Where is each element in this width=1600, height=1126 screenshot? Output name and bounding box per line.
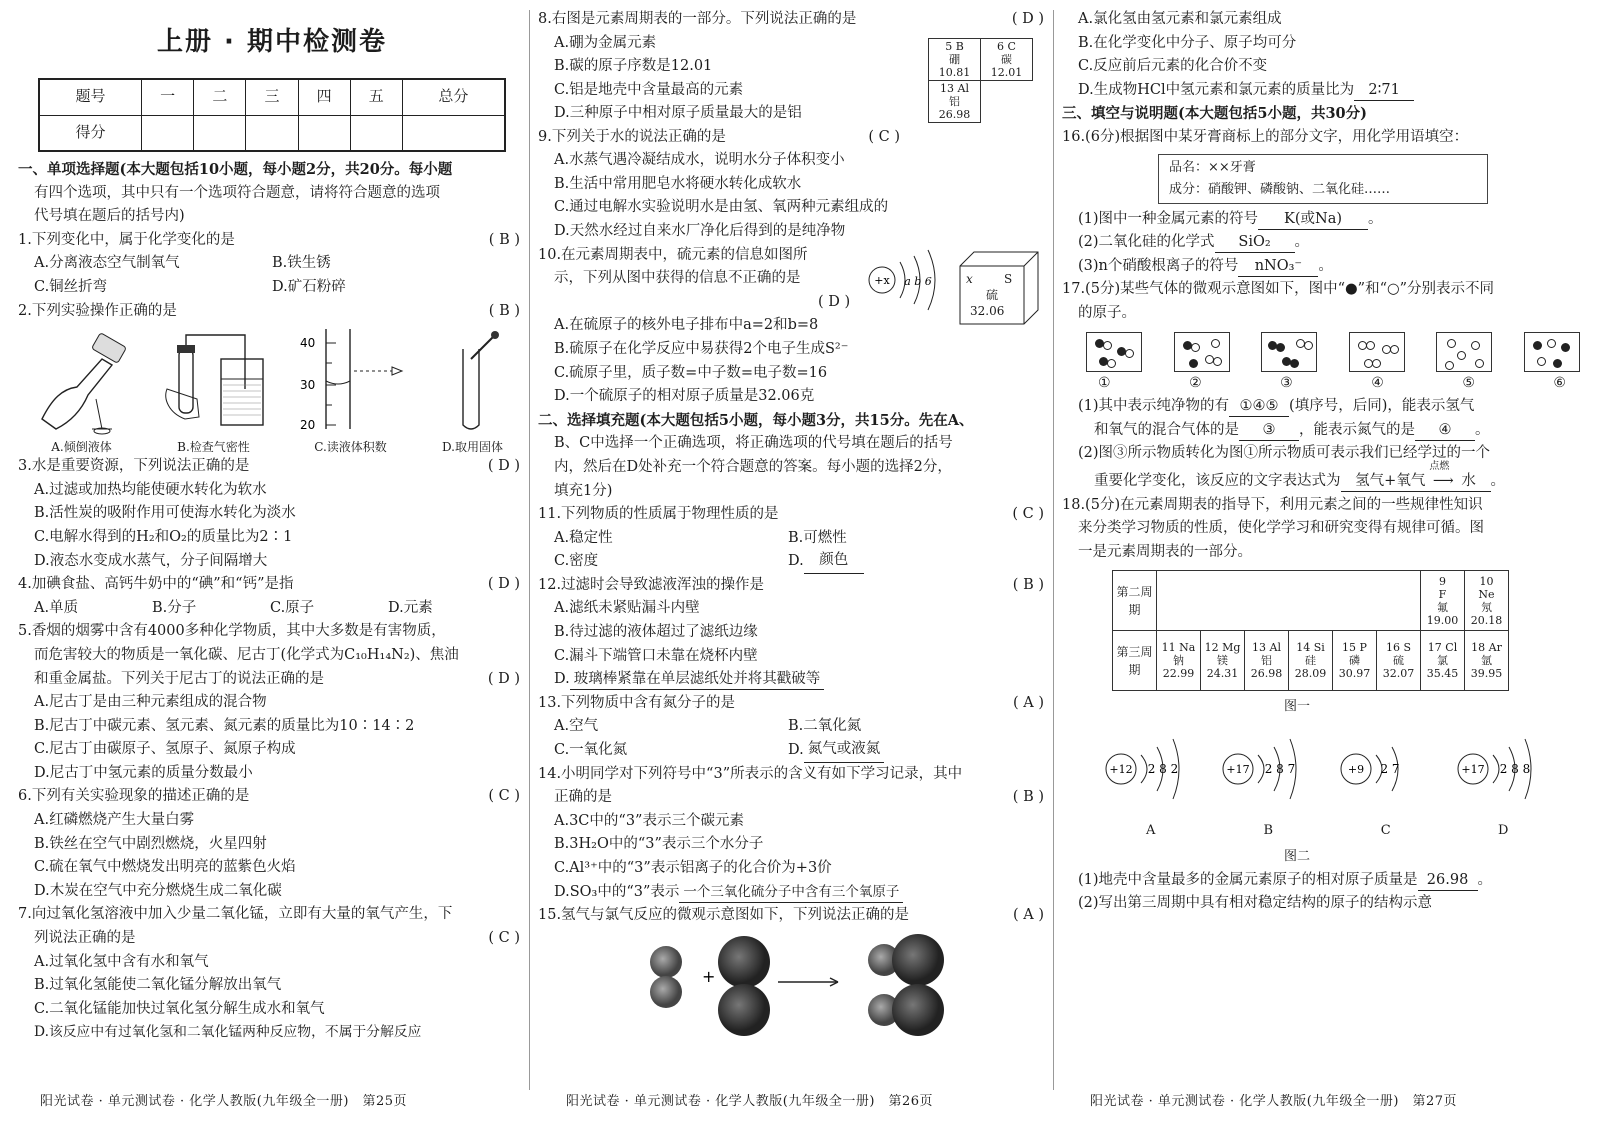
- question-text: 12.过滤时会导致滤液浑浊的操作是: [538, 576, 765, 593]
- test-tube-icon: [433, 329, 513, 435]
- option: C.铝是地壳中含量最高的元素: [554, 81, 744, 98]
- option: C.硫在氧气中燃烧发出明亮的蓝紫色火焰: [34, 859, 296, 876]
- answer: ( B ): [1012, 576, 1044, 593]
- box-label: ②: [1189, 374, 1202, 391]
- periodic-table-fragment: [928, 38, 1033, 123]
- fill-answer: ①④⑤: [1229, 396, 1289, 417]
- cell-mass: 32.06: [970, 303, 1005, 318]
- figure-caption: C.读液体积数: [314, 440, 387, 455]
- molecule-box-3: [1261, 332, 1317, 372]
- figure-read-volume: [296, 329, 406, 455]
- cell-number: x: [966, 271, 973, 286]
- figure-caption: B.检查气密性: [177, 440, 250, 455]
- molecule-labels: [1062, 372, 1588, 396]
- tick-40: 40: [299, 336, 315, 351]
- option: B.在化学变化中分子、原子均可分: [1078, 34, 1297, 51]
- option: D.液态水变成水蒸气，分子间隔增大: [34, 552, 268, 569]
- option: B.活性炭的吸附作用可使海水转化为淡水: [34, 505, 296, 522]
- score-header-cell: 总分: [402, 79, 505, 115]
- question-18: 18.(5分)在元素周期表的指导下，利用元素之间的一些规律性知识: [1062, 496, 1483, 513]
- element-cell: 9 F 氟 19.00: [1421, 571, 1465, 631]
- question-4: [18, 573, 526, 597]
- question-text: 和氧气的混合气体的是: [1094, 421, 1239, 438]
- question-8-body: [538, 32, 1050, 126]
- question-text: 和重金属盐。下列关于尼古丁的说法正确的是: [34, 670, 324, 687]
- reaction-diagram: [538, 928, 1048, 1038]
- option: D.: [788, 742, 804, 759]
- option: C.一氧化氮: [554, 742, 628, 759]
- option: B.3H₂O中的“3”表示三个水分子: [554, 836, 764, 853]
- question-12: [538, 574, 1050, 598]
- section-3-heading: 三、填空与说明题(本大题包括5小题，共30分): [1062, 105, 1367, 123]
- question-text: 11.下列物质的性质属于物理性质的是: [538, 506, 779, 523]
- options-row: [538, 715, 1050, 739]
- fill-answer: 颜色: [804, 550, 864, 574]
- footer-page-25: 阳光试卷 · 单元测试卷 · 化学人教版(九年级全一册) 第25页: [40, 1094, 407, 1109]
- answer: ( A ): [1012, 694, 1044, 711]
- option: B.铁生锈: [272, 255, 331, 272]
- pour-liquid-icon: [32, 329, 132, 435]
- answer: ( D ): [487, 670, 520, 687]
- option: B.生活中常用肥皂水将硬水转化成软水: [554, 175, 802, 192]
- option: D.元素: [388, 599, 433, 616]
- question-14: 14.小明同学对下列符号中“3”所表示的含义有如下学习记录，其中: [538, 765, 963, 782]
- question-5-end: [18, 668, 526, 692]
- fill-answer: 26.98: [1418, 870, 1478, 891]
- condition-label: 点燃: [1429, 460, 1450, 472]
- section-2-note: 填充1分): [554, 482, 613, 499]
- answer: ( D ): [818, 293, 851, 310]
- question-1: [18, 229, 526, 253]
- atom-diagram-c: [1338, 727, 1434, 843]
- option: C.原子: [270, 599, 315, 616]
- atom-diagrams: [1092, 727, 1562, 843]
- question-text: (2)图③所示物质转化为图①所示物质可表示我们已经学过的一个: [1078, 445, 1491, 462]
- nucleus-label: +17: [1226, 762, 1250, 776]
- h-atom-icon: [650, 946, 682, 978]
- section-1-note: 有四个选项，其中只有一个选项符合题意，请将符合题意的选项: [34, 184, 440, 201]
- question-text: 8.右图是元素周期表的一部分。下列说法正确的是: [538, 11, 857, 27]
- question-text: (3)n个硝酸根离子的符号: [1078, 257, 1239, 274]
- option: C.电解水得到的H₂和O₂的质量比为2∶1: [34, 528, 293, 545]
- option: A.3C中的“3”表示三个碳元素: [554, 812, 744, 829]
- footer-page-26: 阳光试卷 · 单元测试卷 · 化学人教版(九年级全一册) 第26页: [566, 1094, 933, 1109]
- question-6: [18, 785, 526, 809]
- question-text: 来分类学习物质的性质，使化学学习和研究变得有规律可循。图: [1078, 520, 1484, 537]
- footer-page-27: 阳光试卷 · 单元测试卷 · 化学人教版(九年级全一册) 第27页: [1090, 1094, 1457, 1109]
- option: C.硫原子里，质子数=中子数=电子数=16: [554, 364, 828, 381]
- options-row: [18, 597, 526, 621]
- box-label: ⑥: [1553, 374, 1566, 391]
- sulfur-element-cell: [958, 250, 1040, 326]
- options-row: [538, 739, 1050, 763]
- box-label: ①: [1098, 374, 1111, 391]
- answer: ( A ): [1012, 907, 1044, 924]
- option: D.该反应中有过氧化氢和二氧化锰两种反应物，不属于分解反应: [34, 1024, 422, 1041]
- question-7-end: [18, 927, 526, 951]
- score-table: [38, 78, 506, 152]
- question-10: [538, 244, 1050, 318]
- answer: ( B ): [1012, 789, 1044, 806]
- option: B.分子: [152, 599, 197, 616]
- section-1-heading: 一、单项选择题(本大题包括10小题，每小题2分，共20分。每小题: [18, 161, 453, 178]
- element-cell: 11 Na 钠 22.99: [1157, 631, 1201, 691]
- fill-answer: nNO₃⁻: [1238, 256, 1318, 277]
- option: A.硼为金属元素: [554, 34, 657, 51]
- option: B.铁丝在空气中剧烈燃烧，火星四射: [34, 835, 267, 852]
- question-text: (1)图中一种金属元素的符号: [1078, 210, 1259, 227]
- options-row: [538, 527, 1050, 551]
- question-5: 5.香烟的烟雾中含有4000多种化学物质，其中大多数是有害物质，: [18, 623, 446, 640]
- option: A.滤纸未紧贴漏斗内壁: [554, 600, 700, 617]
- option: D.三种原子中相对原子质量最大的是铝: [554, 105, 802, 122]
- option: B.硫原子在化学反应中易获得2个电子生成S²⁻: [554, 340, 849, 357]
- option: C.Al³⁺中的“3”表示铝离子的化合价为+3价: [554, 860, 832, 876]
- fill-answer: 氢气+氧气: [1355, 472, 1426, 489]
- score-cell: [142, 115, 194, 151]
- question-text: 示，下列从图中获得的信息不正确的是: [554, 270, 801, 287]
- answer: ( B ): [488, 231, 520, 248]
- option: B.可燃性: [788, 529, 847, 546]
- molecule-box-6: [1524, 332, 1580, 372]
- page-title: 上册 · 期中检测卷: [157, 27, 387, 57]
- option: A.稳定性: [554, 529, 613, 546]
- tick-20: 20: [299, 418, 315, 433]
- score-header-cell: 四: [298, 79, 350, 115]
- options-row: [538, 550, 1050, 574]
- score-row-label: 得分: [39, 115, 142, 151]
- question-text: 一是元素周期表的一部分。: [1078, 543, 1252, 560]
- molecule-box-4: [1349, 332, 1405, 372]
- option: B.过氧化氢能使二氧化锰分解放出氧气: [34, 977, 282, 994]
- lab-figures: [18, 327, 526, 455]
- element-cell: 13 Al 铝 26.98: [1245, 631, 1289, 691]
- figure-pour-liquid: [32, 329, 132, 455]
- option: C.二氧化锰能加快过氧化氢分解生成水和氧气: [34, 1000, 325, 1017]
- option: D.尼古丁中氢元素的质量分数最小: [34, 764, 253, 781]
- element-cell-al: 13 Al 铝 26.98: [929, 80, 981, 122]
- option: A.过氧化氢中含有水和氧气: [34, 953, 209, 970]
- option: D.木炭在空气中充分燃烧生成二氧化碳: [34, 882, 282, 899]
- question-text: 6.下列有关实验现象的描述正确的是: [18, 788, 250, 805]
- question-3: [18, 455, 526, 479]
- question-text: 2.下列实验操作正确的是: [18, 302, 177, 319]
- answer: ( B ): [488, 302, 520, 319]
- box-label: ③: [1280, 374, 1293, 391]
- element-cell: 12 Mg 镁 24.31: [1201, 631, 1245, 691]
- period-label: 第三周期: [1113, 631, 1157, 691]
- fill-answer: 一个三氧化硫分子中含有三个氧原子: [679, 882, 903, 903]
- answer: ( C ): [488, 788, 520, 805]
- h-atom-icon: [650, 976, 682, 1008]
- option: D.一个硫原子的相对原子质量是32.06克: [554, 388, 815, 405]
- option: B.二氧化氮: [788, 718, 862, 735]
- molecule-box-2: [1174, 332, 1230, 372]
- answer: ( C ): [1012, 506, 1044, 523]
- molecule-boxes: [1062, 332, 1588, 372]
- cell-symbol: S: [1004, 271, 1013, 286]
- question-13: [538, 692, 1050, 716]
- option: A.过滤或加热均能使硬水转化为软水: [34, 481, 267, 498]
- option: A.氯化氢由氢元素和氯元素组成: [1078, 11, 1282, 27]
- atom-label: A: [1146, 823, 1156, 839]
- figure-2-caption: 图二: [1283, 849, 1310, 865]
- score-cell: [350, 115, 402, 151]
- score-header-cell: 二: [194, 79, 246, 115]
- figure-take-solid: [433, 329, 513, 455]
- option: A.尼古丁是由三种元素组成的混合物: [34, 694, 267, 711]
- shell-labels: a b 6: [904, 274, 932, 288]
- element-cell: 14 Si 硅 28.09: [1289, 631, 1333, 691]
- question-text: (1)其中表示纯净物的有: [1078, 398, 1230, 415]
- option: D.: [788, 553, 804, 570]
- fill-answer: ③: [1239, 420, 1299, 441]
- question-15: [538, 904, 1050, 928]
- score-header-cell: 三: [246, 79, 298, 115]
- question-text: 10.在元素周期表中，硫元素的信息如图所: [538, 246, 808, 263]
- sulfur-atom-diagram: [866, 248, 956, 312]
- option: A.在硫原子的核外电子排布中a=2和b=8: [554, 317, 819, 334]
- column-2: [538, 8, 1050, 1090]
- option: D.天然水经过自来水厂净化后得到的是纯净物: [554, 222, 846, 239]
- question-text: (填序号，后同)，能表示氢气: [1289, 398, 1475, 415]
- fill-answer: K(或Na): [1258, 209, 1368, 230]
- score-cell: [194, 115, 246, 151]
- question-text: ，能表示氮气的是: [1299, 421, 1415, 438]
- question-text: 列说法正确的是: [34, 930, 136, 947]
- toothpaste-label: [1158, 154, 1488, 204]
- option: C.通过电解水实验说明水是由氢、氧两种元素组成的: [554, 199, 889, 216]
- atom-diagram-a: [1103, 727, 1199, 843]
- answer: ( D ): [487, 458, 520, 475]
- cl-atom-icon: [892, 984, 944, 1036]
- element-cell: 10 Ne 氖 20.18: [1465, 571, 1509, 631]
- section-1-note: 代号填在题后的括号内): [34, 208, 185, 225]
- tick-30: 30: [299, 378, 315, 393]
- option: B.待过滤的液体超过了滤纸边缘: [554, 624, 758, 641]
- periodic-table-figure-1: [1112, 570, 1509, 691]
- score-header-cell: 一: [142, 79, 194, 115]
- question-text: 而危害较大的物质是一氧化碳、尼古丁(化学式为C₁₀H₁₄N₂)、焦油: [34, 646, 459, 663]
- label-line: 品名：××牙膏: [1169, 159, 1256, 175]
- question-text: (2)写出第三周期中具有相对稳定结构的原子的结构示意: [1078, 895, 1433, 912]
- answer: ( C ): [488, 930, 520, 947]
- question-7: 7.向过氧化氢溶液中加入少量二氧化锰，立即有大量的氧气产生，下: [18, 906, 453, 923]
- figure-1-caption: 图一: [1283, 699, 1310, 715]
- element-cell: 15 P 磷 30.97: [1333, 631, 1377, 691]
- atom-diagram-d: [1455, 727, 1551, 843]
- question-text: (1)地壳中含量最多的金属元素原子的相对原子质量是: [1078, 871, 1418, 888]
- score-header-cell: 题号: [39, 79, 142, 115]
- option: D.SO₃中的“3”表示: [554, 883, 680, 900]
- cylinder-reading-icon: [296, 329, 406, 435]
- cell-name: 硫: [986, 287, 999, 302]
- element-cell: 18 Ar 氩 39.95: [1465, 631, 1509, 691]
- question-text: 正确的是: [554, 789, 612, 806]
- answer: ( D ): [487, 576, 520, 593]
- box-label: ④: [1371, 374, 1384, 391]
- question-2: [18, 300, 526, 324]
- question-11: [538, 503, 1050, 527]
- option: A.空气: [554, 718, 599, 735]
- shell-electrons: 2 7: [1380, 761, 1400, 776]
- option: C.反应前后元素的化合价不变: [1078, 58, 1268, 75]
- option: C.漏斗下端管口未靠在烧杯内壁: [554, 647, 758, 664]
- element-cell-b: 5 B 硼 10.81: [929, 38, 981, 80]
- column-3: A.氯化氢由氢元素和氯元素组成 B.在化学变化中分子、原子均可分 C.反应前后元素的化合价不变 D.生成物HCl中氢元素和氯元素的质量比为 2∶71 三、填空与说明题(本大题包括5小题，共30分) 16.(6分)根据图中某牙膏商标上的部分文字，用化学用语填空： 品名：××牙膏 成分：硝酸钾、磷酸钠、二氧化硅…… (1)图中一种金属元素的符号 K(或Na) 。 (2)二氧化硅的化学式 SiO₂ 。 (3)n个硝酸根离子的符号 nNO₃⁻ 。 17.(5分)某些气体的微观示意图如下，图中“●”和“○”分别表示不同 的原子。 ① ② ③ ④ ⑤ ⑥ (1)其中表示纯净物的有 ①④⑤ (填序号，后同)，能表示氢气 和氧气的混合气体的是 ③ ，能表示氮气的是 ④ 。 (2)图③所示物质转化为图①所示物质可表示我们已经学过的一个 重要化学变化，该反应的文字表达式为 氢气+氧气 点燃 ⟶ 水 。 18.(5分)在元素周期表的指导下，利用元素之间的一些规律性知识 来分类学习物质的性质，使化学学习和研究变得有规律可循。图 一是元素周期表的一部分。 第二周期 9 F 氟 19.00 10 Ne 氖 20.18 第三周期 11 Na 钠 22.99 12 Mg 镁 24.31 13 Al 铝 26.98 14 Si 硅 28.09 15 P 磷 30.97 16 S 硫 32.07 17 Cl 氯 35.45 18 Ar 氩 39.95 图一 +12 2 8 2 A +17 2 8 7 B +9 2 7 C +17 2 8 8 D 图二 (1)地壳中含量最多的金属元素原子的相对原子质量是 26.98 。 (2)写出第三周期中具有相对稳定结构的原子的结构示意: [1062, 8, 1588, 1090]
- option: A.分离液态空气制氧气: [34, 255, 180, 272]
- molecule-box-1: [1086, 332, 1142, 372]
- fill-answer: ④: [1415, 420, 1475, 441]
- option: B.尼古丁中碳元素、氢元素、氮元素的质量比为10∶14∶2: [34, 717, 415, 734]
- question-text: 13.下列物质中含有氮分子的是: [538, 694, 736, 711]
- cl-atom-icon: [718, 936, 770, 988]
- fill-answer: 水: [1461, 472, 1476, 489]
- option: D.: [554, 671, 570, 688]
- question-8: [538, 8, 1050, 32]
- atom-label: D: [1498, 823, 1509, 839]
- fill-answer: 2∶71: [1354, 80, 1414, 101]
- nucleus-label: +9: [1347, 762, 1364, 776]
- nucleus-label: +x: [874, 273, 890, 287]
- section-2-note: 内，然后在D处补充一个符合题意的答案。每小题的选择2分，: [554, 458, 952, 475]
- question-text: 1.下列变化中，属于化学变化的是: [18, 231, 235, 248]
- atom-diagram-b: [1220, 727, 1316, 843]
- question-text: (2)二氧化硅的化学式: [1078, 234, 1215, 251]
- option: D.矿石粉碎: [272, 278, 346, 295]
- period-label: 第二周期: [1113, 571, 1157, 631]
- question-14-end: [538, 786, 1050, 810]
- question-text: 的原子。: [1078, 304, 1136, 321]
- element-cell: 17 Cl 氯 35.45: [1421, 631, 1465, 691]
- options-row: [18, 252, 526, 276]
- figure-caption: D.取用固体: [441, 440, 503, 455]
- nucleus-label: +12: [1109, 762, 1133, 776]
- option: C.尼古丁由碳原子、氢原子、氮原子构成: [34, 741, 296, 758]
- element-cell-c: 6 C 碳 12.01: [981, 38, 1033, 80]
- question-text: 重要化学变化，该反应的文字表达式为: [1094, 472, 1341, 489]
- column-1: [18, 8, 526, 1090]
- options-row: [18, 276, 526, 300]
- option: B.碳的原子序数是12.01: [554, 58, 713, 75]
- section-2-note: B、C中选择一个正确选项，将正确选项的代号填在题后的括号: [554, 435, 953, 452]
- question-text: 15.氢气与氯气反应的微观示意图如下，下列说法正确的是: [538, 907, 910, 924]
- atom-label: B: [1263, 823, 1274, 839]
- option: C.铜丝折弯: [34, 278, 108, 295]
- option: A.红磷燃烧产生大量白雾: [34, 812, 195, 829]
- score-cell: [298, 115, 350, 151]
- figure-caption: A.倾倒液体: [51, 440, 112, 455]
- figure-airtight-check: [159, 329, 269, 455]
- atom-label: C: [1380, 823, 1391, 839]
- shell-electrons: 2 8 8: [1499, 761, 1531, 776]
- score-cell: [402, 115, 505, 151]
- question-text: 9.下列关于水的说法正确的是: [538, 128, 726, 145]
- label-line: 成分：硝酸钾、磷酸钠、二氧化硅……: [1169, 181, 1391, 197]
- answer: ( C ): [868, 128, 900, 145]
- question-17: 17.(5分)某些气体的微观示意图如下，图中“●”和“○”分别表示不同: [1062, 281, 1495, 298]
- answer: ( D ): [1011, 11, 1044, 27]
- score-header-cell: 五: [350, 79, 402, 115]
- fill-answer: 玻璃棒紧靠在单层滤纸处并将其戳破等: [570, 669, 825, 690]
- nucleus-label: +17: [1461, 762, 1485, 776]
- question-16: 16.(6分)根据图中某牙膏商标上的部分文字，用化学用语填空：: [1062, 128, 1469, 145]
- option: A.水蒸气遇冷凝结成水，说明水分子体积变小: [554, 152, 845, 169]
- fill-answer: SiO₂: [1215, 232, 1295, 253]
- option: A.单质: [34, 599, 79, 616]
- element-cell: 16 S 硫 32.07: [1377, 631, 1421, 691]
- fill-answer: 氮气或液氮: [804, 739, 885, 763]
- option: D.生成物HCl中氢元素和氯元素的质量比为: [1078, 81, 1355, 98]
- cl-atom-icon: [718, 984, 770, 1036]
- cl-atom-icon: [892, 934, 944, 986]
- section-2-heading: 二、选择填充题(本大题包括5小题，每小题3分，共15分。先在A、: [538, 411, 974, 429]
- airtight-check-icon: [159, 329, 269, 435]
- shell-electrons: 2 8 2: [1147, 761, 1179, 776]
- shell-electrons: 2 8 7: [1264, 761, 1296, 776]
- question-text: 4.加碘食盐、高钙牛奶中的“碘”和“钙”是指: [18, 576, 294, 593]
- plus-sign: +: [702, 966, 716, 986]
- score-cell: [246, 115, 298, 151]
- box-label: ⑤: [1462, 374, 1475, 391]
- question-9: [538, 126, 1050, 150]
- question-text: 3.水是重要资源，下列说法正确的是: [18, 458, 250, 475]
- option: C.密度: [554, 553, 599, 570]
- molecule-box-5: [1436, 332, 1492, 372]
